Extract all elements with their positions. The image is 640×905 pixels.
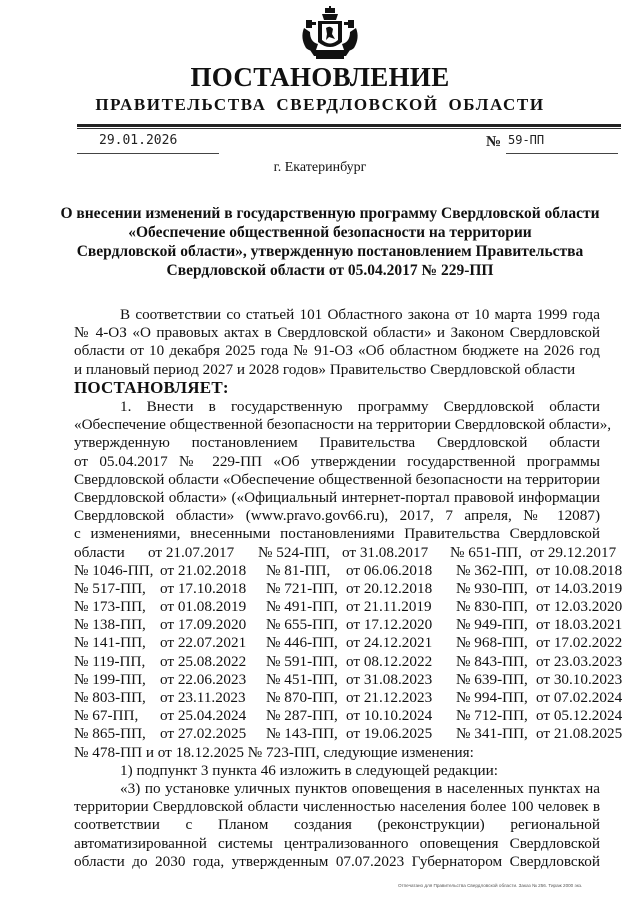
subitem1-line: области до 2030 года, утвержденным 07.07.2023 Губернатором Свердловской (74, 852, 600, 870)
amendment-cell: № 591-ПП, (266, 652, 338, 670)
amendment-cell: № 1046-ПП, (74, 561, 154, 579)
amendment-cell: от 21.12.2023 (346, 689, 433, 706)
subitem1-heading: 1) подпункт 3 пункта 46 изложить в следующей редакции: (120, 761, 499, 779)
preamble-line: области от 10 декабря 2025 года № 91-ОЗ «Об областном бюджете на 2026 год (74, 342, 600, 360)
amendment-cell: от 30.10.2023 (536, 670, 623, 688)
amendment-cell: от 10.08.2018 (536, 561, 623, 579)
amendment-cell: от 19.06.2025 (346, 725, 433, 743)
decree-word: ПОСТАНОВЛЯЕТ: (74, 377, 229, 397)
amendment-cell: от 18.03.2021 (536, 616, 623, 634)
amendment-cell: от 17.12.2020 (346, 616, 433, 634)
amendment-cell: от 23.03.2023 (536, 652, 623, 670)
amendment-cell: от 10.10.2024 (346, 707, 433, 725)
document-date: 29.01.2026 (77, 133, 219, 154)
amendment-cell: № 870-ПП, (266, 689, 338, 706)
amendment-cell: от 08.12.2022 (346, 652, 433, 670)
amendment-cell: № 138-ПП, (74, 616, 146, 634)
amendment-cell: от 17.02.2022 (536, 634, 623, 652)
amendment-cell: № 712-ПП, (456, 707, 528, 725)
city: г. Екатеринбург (273, 160, 367, 175)
preamble-line: № 4-ОЗ «О правовых актах в Свердловской области» и Законом Свердловской (74, 324, 600, 342)
amendments-row (74, 598, 623, 616)
amendment-cell: № 517-ПП, (74, 579, 146, 597)
amendment-cell: № 655-ПП, (266, 616, 338, 634)
amendments-row (74, 725, 623, 743)
amendment-cell: области (74, 543, 125, 561)
document-number: 59-ПП (506, 133, 618, 154)
item1-line: Свердловской области» (www.pravo.gov66.ru), 2017, 7 апреля, № 12087) (74, 507, 600, 525)
amendment-cell: от 07.02.2024 (536, 689, 623, 706)
preamble (74, 306, 600, 397)
amendment-cell: от 17.09.2020 (160, 616, 247, 634)
preamble-line: и плановый период 2027 и 2028 годов» Правительство Свердловской области (74, 360, 576, 378)
amendments-row (74, 561, 623, 580)
item1-line: с изменениями, внесенными постановлениями Правительства Свердловской (74, 525, 600, 543)
amendments-row (74, 634, 623, 652)
amendment-cell: от 27.02.2025 (160, 725, 247, 743)
amendment-cell: № 362-ПП, (456, 561, 528, 579)
amendments-row (74, 707, 623, 725)
document-subject-title (60, 204, 600, 280)
subject-line: О внесении изменений в государственную программу Свердловской области (60, 205, 600, 222)
amendment-cell: от 17.10.2018 (160, 579, 247, 597)
amendments-row (74, 652, 623, 671)
amendment-cell: № 173-ПП, (74, 598, 146, 616)
amendment-cell: № 968-ПП, (456, 634, 528, 652)
amendment-cell: от 21.02.2018 (160, 561, 247, 579)
amendment-cell: № 491-ПП, (266, 598, 338, 616)
coat-of-arms-icon (296, 6, 364, 62)
item-1 (74, 398, 623, 871)
item1-closing-line: № 478-ПП и от 18.12.2025 № 723-ПП, следующие изменения: (74, 743, 474, 761)
amendment-cell: № 639-ПП, (456, 670, 528, 688)
amendment-cell: № 287-ПП, (266, 707, 338, 725)
subject-line: Свердловской области от 05.04.2017 № 229-ПП (166, 262, 494, 279)
amendment-cell: от 22.06.2023 (160, 670, 247, 688)
item1-line: 1. Внести в государственную программу Свердловской области (120, 398, 600, 415)
amendment-cell: № 930-ПП, (456, 579, 528, 597)
number-sign: № (486, 134, 502, 150)
amendment-cell: № 994-ПП, (456, 689, 528, 706)
amendment-cell: от 06.06.2018 (346, 561, 433, 579)
subject-line: Свердловской области», утвержденную постановлением Правительства (76, 243, 584, 260)
amendments-row (74, 543, 617, 562)
subject-line: «Обеспечение общественной безопасности на территории (128, 224, 532, 241)
amendment-cell: от 21.07.2017 (148, 543, 235, 561)
amendment-cell: № 446-ПП, (266, 634, 338, 652)
item1-line: Свердловской области «Обеспечение общественной безопасности на территории (74, 470, 600, 488)
amendments-row (74, 616, 623, 634)
document-type-title: ПОСТАНОВЛЕНИЕ (190, 62, 450, 92)
item1-line: «Обеспечение общественной безопасности на территории Свердловской области», (74, 416, 612, 434)
amendment-cell: от 21.08.2025 (536, 725, 623, 743)
amendment-cell: № 341-ПП, (456, 725, 528, 743)
amendment-cell: от 25.08.2022 (160, 652, 247, 670)
amendments-row (74, 670, 623, 689)
amendment-cell: от 29.12.2017 (530, 543, 617, 561)
amendment-cell: № 119-ПП, (74, 652, 146, 670)
amendment-cell: № 721-ПП, (266, 579, 338, 597)
preamble-line: В соответствии со статьей 101 Областного закона от 10 марта 1999 года (120, 306, 600, 323)
amendment-cell: от 20.12.2018 (346, 579, 433, 597)
amendment-cell: от 31.08.2023 (346, 670, 433, 688)
subitem1-line: «3) по установке уличных пунктов оповещения в населенных пунктах на (120, 779, 600, 797)
header-rule-thick (77, 124, 621, 127)
amendment-cell: от 05.12.2024 (536, 707, 623, 725)
amendment-cell: от 23.11.2023 (160, 689, 246, 706)
subitem1-line: автоматизированной системы централизованного оповещения Свердловской (74, 834, 600, 852)
issuing-authority: ПРАВИТЕЛЬСТВА СВЕРДЛОВСКОЙ ОБЛАСТИ (95, 95, 545, 114)
amendment-cell: № 67-ПП, (74, 707, 139, 725)
amendment-cell: № 803-ПП, (74, 689, 146, 706)
amendment-cell: от 01.08.2019 (160, 598, 247, 616)
amendment-cell: от 14.03.2019 (536, 579, 623, 597)
amendment-cell: № 81-ПП, (266, 561, 331, 579)
amendment-cell: от 21.11.2019 (346, 598, 432, 616)
subitem1-line: территории Свердловской области численностью населения более 100 человек в (74, 798, 600, 816)
amendment-cell: № 830-ПП, (456, 598, 528, 616)
subitem1-line: соответствии с Планом создания (реконструкции) региональной (74, 816, 600, 834)
amendments-row (74, 689, 623, 707)
header-rule-thin (77, 128, 621, 129)
item1-line: Свердловской области» («Официальный интернет-портал правовой информации (74, 488, 600, 506)
amendment-cell: от 24.12.2021 (346, 634, 433, 652)
amendment-cell: № 143-ПП, (266, 725, 338, 743)
amendment-cell: № 451-ПП, (266, 670, 338, 688)
amendment-cell: № 141-ПП, (74, 634, 146, 652)
item1-line: от 05.04.2017 № 229-ПП «Об утверждении государственной программы (74, 452, 600, 470)
amendment-cell: № 199-ПП, (74, 670, 146, 688)
amendments-row (74, 579, 623, 598)
amendment-cell: № 949-ПП, (456, 616, 528, 634)
amendment-cell: № 524-ПП, (258, 543, 330, 561)
amendment-cell: от 25.04.2024 (160, 707, 247, 725)
amendment-cell: от 22.07.2021 (160, 634, 247, 652)
amendment-cell: № 843-ПП, (456, 652, 528, 670)
amendment-cell: от 31.08.2017 (342, 543, 429, 561)
amendment-cell: № 865-ПП, (74, 725, 146, 743)
item1-line: утвержденную постановлением Правительства Свердловской области (74, 434, 600, 452)
print-note: Отпечатано для Правительства Свердловской области. Заказ № 256. Тираж 2000 экз. (398, 883, 583, 888)
amendment-cell: от 12.03.2020 (536, 598, 623, 616)
amendment-cell: № 651-ПП, (450, 543, 522, 561)
